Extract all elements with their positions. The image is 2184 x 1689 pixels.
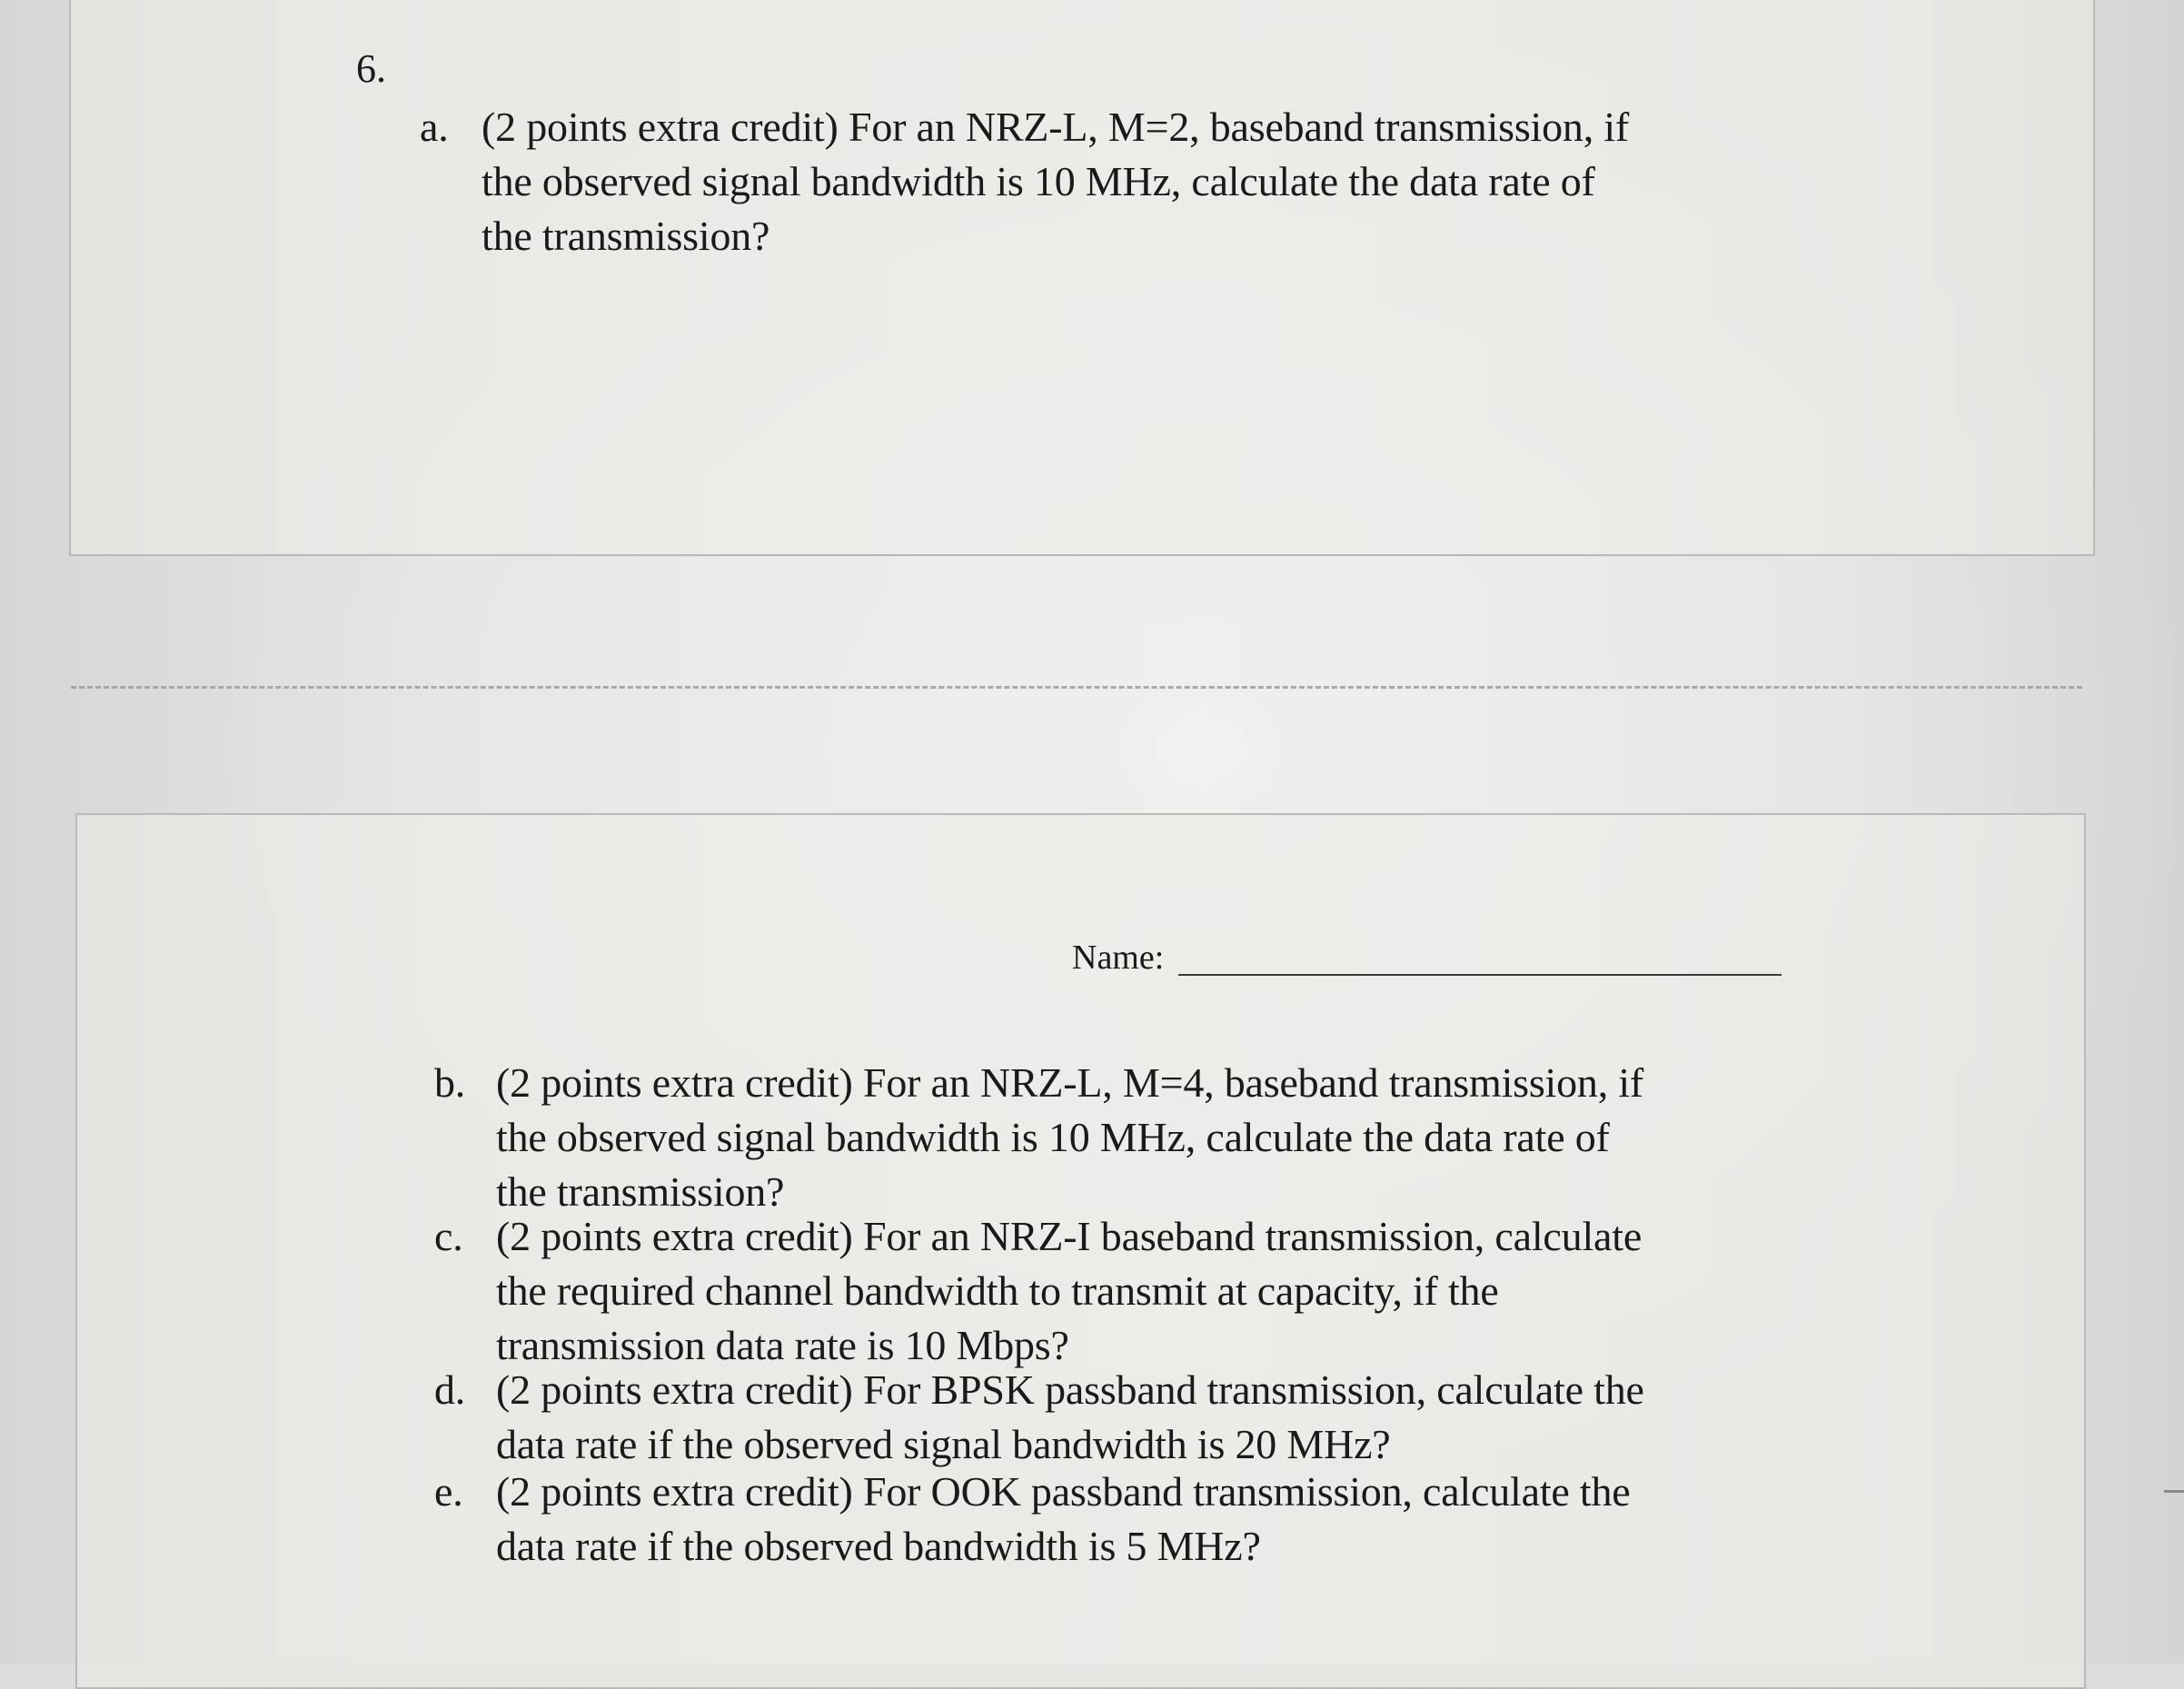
item-e-line-2: data rate if the observed bandwidth is 5 MHz? <box>496 1523 1261 1569</box>
item-b-line-3: the transmission? <box>496 1168 785 1215</box>
item-text-c <box>496 1209 1642 1373</box>
item-d-line-1: (2 points extra credit) For BPSK passband transmission, calculate the <box>496 1366 1644 1413</box>
item-c-line-1: (2 points extra credit) For an NRZ-I baseband transmission, calculate <box>496 1213 1643 1259</box>
item-marker-a: a. <box>420 104 449 150</box>
item-b-line-2: the observed signal bandwidth is 10 MHz, calculate the data rate of <box>496 1114 1610 1160</box>
item-text-b <box>496 1056 1643 1219</box>
name-field-line <box>1178 974 1782 976</box>
question-number: 6. <box>356 46 386 91</box>
cut-line-divider <box>71 686 2082 689</box>
item-text-d <box>496 1363 1644 1472</box>
item-marker-c: c. <box>434 1213 463 1259</box>
item-text-e <box>496 1465 1631 1574</box>
item-marker-b: b. <box>434 1059 466 1106</box>
item-a-line-3: the transmission? <box>481 213 770 259</box>
item-a-line-2: the observed signal bandwidth is 10 MHz, calculate the data rate of <box>481 158 1595 204</box>
item-marker-e: e. <box>434 1468 463 1515</box>
item-marker-d: d. <box>434 1366 466 1413</box>
item-b-line-1: (2 points extra credit) For an NRZ-L, M=4, baseband transmission, if <box>496 1059 1644 1106</box>
item-a-line-1: (2 points extra credit) For an NRZ-L, M=2, baseband transmission, if <box>481 104 1630 150</box>
name-label: Name: <box>1072 939 1165 977</box>
item-d-line-2: data rate if the observed signal bandwidth is 20 MHz? <box>496 1421 1391 1467</box>
item-c-line-2: the required channel bandwidth to transmit at capacity, if the <box>496 1267 1499 1314</box>
item-c-line-3: transmission data rate is 10 Mbps? <box>496 1322 1069 1368</box>
item-e-line-1: (2 points extra credit) For OOK passband transmission, calculate the <box>496 1468 1631 1515</box>
edge-mark <box>2164 1490 2184 1493</box>
item-text-a <box>481 100 1629 263</box>
